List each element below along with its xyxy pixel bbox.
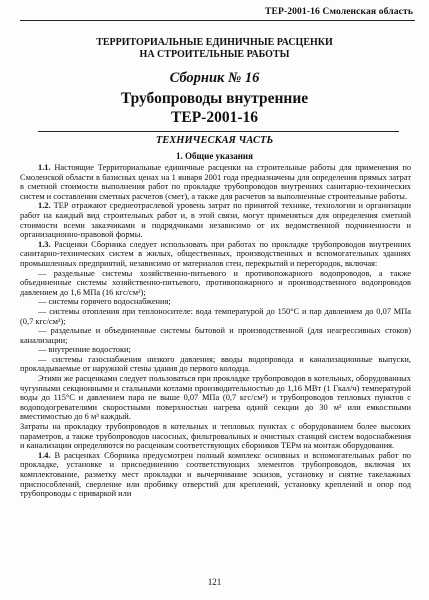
- list-item: — внутренние водостоки;: [38, 345, 131, 355]
- paragraph-text: ТЕР отражают среднеотраслевой уровень затрат по принятой технике, технологии и организации работ на каждый вид строительных работ и, в этой связи, могут применяться для определения сметной стоимости всеми заказчиками и подрядчиками независимо от их ведомственной подчиненности и организационно-правовой формы.: [20, 201, 411, 240]
- paragraph-text: В расценках Сборника предусмотрен полный комплекс основных и вспомогательных работ по прокладке, установке и присоединению соответствующих элементов трубопроводов, включая их комплектование, разметку мест прокладки и вычерчивание эскизов, установку и снятие такелажных приспособлений, сверление или пробивку отверстий для креплений, установку креплений и опор под трубопроводы с приваркой или: [20, 450, 411, 499]
- collection-code: ТЕР-2001-16: [171, 109, 258, 126]
- paragraph-1-4: [20, 451, 411, 499]
- paragraph-number: 1.4.: [38, 450, 51, 460]
- paragraph-costs: Затраты на прокладку трубопроводов в котельных и тепловых пунктах с оборудованием более высоких параметров, а также трубопроводов насосных, фильтровальных и очистных станций систем водоснабжения и канализации определяются по расценкам соответствующих сборников ТЕРм на монтаж оборудования.: [20, 422, 411, 451]
- paragraph-1-1: [20, 163, 411, 201]
- collection-number: Сборник № 16: [169, 70, 260, 86]
- paragraph-boilers: Этими же расценками следует пользоваться при прокладке трубопроводов в котельных, оборудованных чугунными секционными и стальными котлами производительностью до 1,16 МВт (1 Гкал/ч) температурой воды до 115°С и давлением пара не выше 0,07 МПа (0,7 кгс/см²) и трубопроводов тепловых пунктов с водоподогревателями скоростными поверхностью нагрева одной секции до 30 м² или емкостными вместимостью до 6 м³ каждый.: [20, 374, 411, 422]
- collection-name: Трубопроводы внутренние: [120, 90, 309, 107]
- paragraph-number: 1.2.: [38, 201, 51, 211]
- section-title: ТЕХНИЧЕСКАЯ ЧАСТЬ: [155, 135, 274, 146]
- page-number: 121: [207, 577, 222, 587]
- list-item: — системы отопления при теплоносителе: вода температурой до 150°С и пар давлением до 0,07 МПа (0,7 кгс/см²);: [20, 306, 411, 326]
- list-item: — раздельные системы хозяйственно-питьевого и противопожарного водопроводов, а также объединенные системы хозяйственно-питьевого, противопожарного и производственного водопроводов давлением до 1,6 МПа (16 кгс/см²);: [20, 268, 411, 297]
- paragraph-1-3: [20, 240, 411, 269]
- header-rule: [20, 20, 415, 21]
- paragraph-text: Настоящие Территориальные единичные расценки на строительные работы для применения по Смоленской области в базисных ценах на 1 января 2001 года предназначены для определения прямых затрат в сметной стоимости выполнения работ по прокладке трубопроводов внутренних санитарно-технических систем и составления сметных расчетов (смет), а также для расчетов за выполненные строительные работы.: [20, 163, 412, 201]
- paragraph-text: Расценки Сборника следует использовать при работах по прокладке трубопроводов внутренних санитарно-технических систем в жилых, общественных, производственных и вспомогательных зданиях промышленных предприятий, независимо от материалов стен, перекрытий и перегородок, включая:: [20, 239, 411, 268]
- paragraph-1-2: [20, 201, 411, 239]
- paragraph-number: 1.1.: [38, 163, 51, 172]
- title-rule: [38, 131, 399, 132]
- list-item: — раздельные и объединенные системы бытовой и производственной (для неагрессивных стоков) канализации;: [20, 326, 411, 345]
- body-text: [20, 163, 411, 499]
- main-title: [0, 37, 429, 61]
- main-title-line-1: ТЕРРИТОРИАЛЬНЫЕ ЕДИНИЧНЫЕ РАСЦЕНКИ: [96, 37, 333, 48]
- main-title-line-2: НА СТРОИТЕЛЬНЫЕ РАБОТЫ: [139, 49, 290, 60]
- running-header: ТЕР-2001-16 Смоленская область: [264, 6, 413, 17]
- list-item: — системы газоснабжения низкого давления; вводы водопровода и канализационные выпуски, прокладываемые от наружной стены здания до первого колодца.: [20, 354, 411, 374]
- subsection-title: 1. Общие указания: [176, 151, 253, 161]
- paragraph-number: 1.3.: [38, 239, 51, 249]
- list-item: — системы горячего водоснабжения;: [38, 297, 171, 307]
